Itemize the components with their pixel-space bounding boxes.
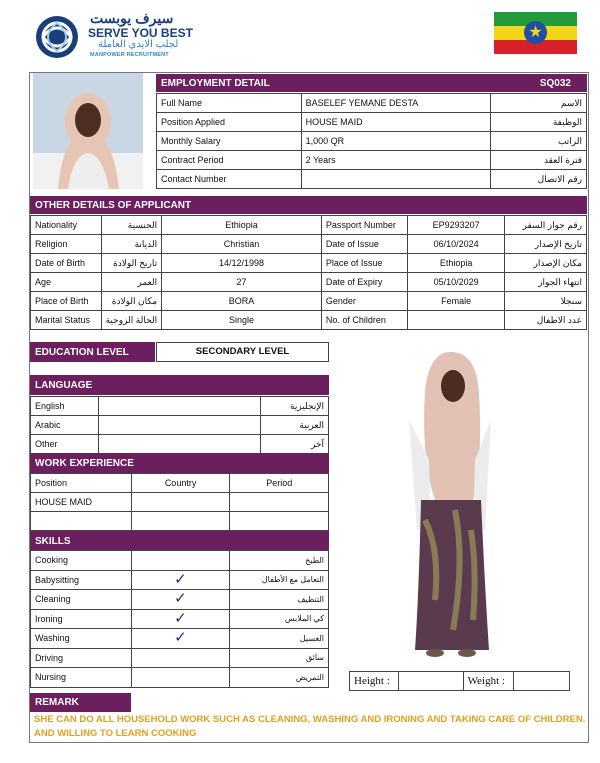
language-level [98,435,260,454]
employment-detail-header [156,74,587,92]
list-item [31,648,329,668]
field-value: BASELEF YEMANE DESTA [301,94,491,113]
applicant-full-photo [395,350,505,660]
field-label-arabic: تاريخ الإصدار [504,235,586,254]
table-cell [230,493,329,512]
field-label-arabic: الديانة [101,235,162,254]
check-icon: ✓ [131,590,229,610]
other-details-title: OTHER DETAILS OF APPLICANT [35,199,192,211]
skill-name-arabic: التعامل مع الأطفال [230,570,329,590]
field-value: Female [408,292,504,311]
field-value: Ethiopia [408,254,504,273]
work-experience-table [30,473,329,531]
list-item [31,435,329,454]
skill-name: Cooking [31,551,132,571]
field-label: Gender [321,292,407,311]
skill-name: Cleaning [31,590,132,610]
check-icon: ✓ [131,570,229,590]
language-table [30,396,329,454]
field-label-arabic: رقم الاتصال [491,170,587,189]
table-row [31,512,329,531]
weight-label: Weight : [463,672,514,691]
work-experience-header: WORK EXPERIENCE [30,453,329,473]
skill-name-arabic: التمريض [230,668,329,688]
field-label-arabic: عدد الاطفال [504,311,586,330]
height-label: Height : [350,672,399,691]
field-value: 06/10/2024 [408,235,504,254]
field-label: Marital Status [31,311,102,330]
field-label: Religion [31,235,102,254]
skill-name-arabic: التنظيف [230,590,329,610]
field-label-arabic: الوظيفة [491,113,587,132]
language-level [98,397,260,416]
table-cell: HOUSE MAID [31,493,132,512]
logo-arabic-sub: لجلب الايدي العاملة [98,39,179,50]
table-row [157,132,587,151]
language-name: Other [31,435,99,454]
field-label-arabic: مكان الولادة [101,292,162,311]
language-level [98,416,260,435]
table-row [31,254,587,273]
list-item [31,570,329,590]
language-name-arabic: الإنجليزية [261,397,329,416]
table-cell [230,512,329,531]
table-row [157,170,587,189]
list-item [31,416,329,435]
field-label: Place of Birth [31,292,102,311]
applicant-code: SQ032 [539,77,571,89]
field-value: 27 [162,273,322,292]
measurements-table [349,671,570,691]
logo-knot-icon [32,14,82,60]
logo-arabic: سيرف يوبست [90,10,174,26]
check-icon: ✓ [131,629,229,649]
list-item [31,668,329,688]
column-header: Position [31,474,132,493]
table-row [31,493,329,512]
table-row [31,235,587,254]
column-header: Period [230,474,329,493]
skill-name: Babysitting [31,570,132,590]
skills-table [30,550,329,688]
logo-tagline: MANPOWER RECRUITMENT [90,52,169,58]
language-name-arabic: العربية [261,416,329,435]
skill-name-arabic: الطبخ [230,551,329,571]
field-label-arabic: مكان الإصدار [504,254,586,273]
remark-header: REMARK [30,693,131,712]
table-row [31,292,587,311]
check-icon [131,551,229,571]
field-value: 2 Years [301,151,491,170]
field-label: Place of Issue [321,254,407,273]
other-details-table [30,215,587,330]
table-row [157,94,587,113]
field-label-arabic: العمر [101,273,162,292]
field-value: Christian [162,235,322,254]
field-label-arabic: انتهاء الجواز [504,273,586,292]
column-header: Country [131,474,230,493]
ethiopia-flag-icon: ★ [494,12,577,54]
field-value: HOUSE MAID [301,113,491,132]
list-item [31,397,329,416]
skill-name: Nursing [31,668,132,688]
list-item [31,609,329,629]
field-value: 05/10/2029 [408,273,504,292]
field-label-arabic: الراتب [491,132,587,151]
skill-name: Driving [31,648,132,668]
remark-text: SHE CAN DO ALL HOUSEHOLD WORK SUCH AS CLEANING, WASHING AND IRONING AND TAKING CARE OF CHILDREN. AND WILLING TO LEARN COOKING [34,714,586,739]
company-logo [32,12,202,62]
field-label-arabic: فترة العقد [491,151,587,170]
field-label-arabic: الاسم [491,94,587,113]
list-item [31,590,329,610]
language-name: Arabic [31,416,99,435]
list-item [31,551,329,571]
table-row [157,113,587,132]
education-level-value: SECONDARY LEVEL [156,342,329,362]
employment-table [156,93,587,189]
field-label: Monthly Salary [157,132,302,151]
skill-name: Washing [31,629,132,649]
table-header-row [31,474,329,493]
skill-name-arabic: سائق [230,648,329,668]
skill-name-arabic: الغسيل [230,629,329,649]
field-label-arabic: رقم جواز السفر [504,216,586,235]
field-label-arabic: الحالة الزوجية [101,311,162,330]
field-label: Date of Issue [321,235,407,254]
field-value: Ethiopia [162,216,322,235]
field-label: Nationality [31,216,102,235]
check-icon: ✓ [131,609,229,629]
field-value: 1,000 QR [301,132,491,151]
field-label: Position Applied [157,113,302,132]
language-name: English [31,397,99,416]
field-label: Date of Expiry [321,273,407,292]
employment-detail-title: EMPLOYMENT DETAIL [161,77,270,89]
field-label: Contact Number [157,170,302,189]
logo-english: SERVE YOU BEST [88,26,193,40]
field-label: Date of Birth [31,254,102,273]
height-value [398,672,463,691]
table-row [31,311,587,330]
field-label: Age [31,273,102,292]
applicant-photo [33,73,143,189]
check-icon [131,648,229,668]
table-row [157,151,587,170]
table-row [31,273,587,292]
field-label: Full Name [157,94,302,113]
other-details-header [30,196,587,214]
skill-name: Ironing [31,609,132,629]
field-value: 14/12/1998 [162,254,322,273]
table-cell [131,493,230,512]
field-label-arabic: الجنسية [101,216,162,235]
table-row [31,216,587,235]
field-label: Passport Number [321,216,407,235]
field-value [408,311,504,330]
skills-header: SKILLS [30,531,329,551]
field-value: Single [162,311,322,330]
weight-value [514,672,570,691]
field-label-arabic: تاريخ الولادة [101,254,162,273]
field-value: EP9293207 [408,216,504,235]
check-icon [131,668,229,688]
field-label: Contract Period [157,151,302,170]
skill-name-arabic: كي الملابس [230,609,329,629]
field-value [301,170,491,189]
table-cell [31,512,132,531]
language-name-arabic: آخر [261,435,329,454]
list-item [31,629,329,649]
language-header: LANGUAGE [30,375,329,395]
field-value: BORA [162,292,322,311]
field-label: No. of Children [321,311,407,330]
education-level-label: EDUCATION LEVEL [30,342,155,362]
field-label-arabic: سنجلا [504,292,586,311]
table-cell [131,512,230,531]
